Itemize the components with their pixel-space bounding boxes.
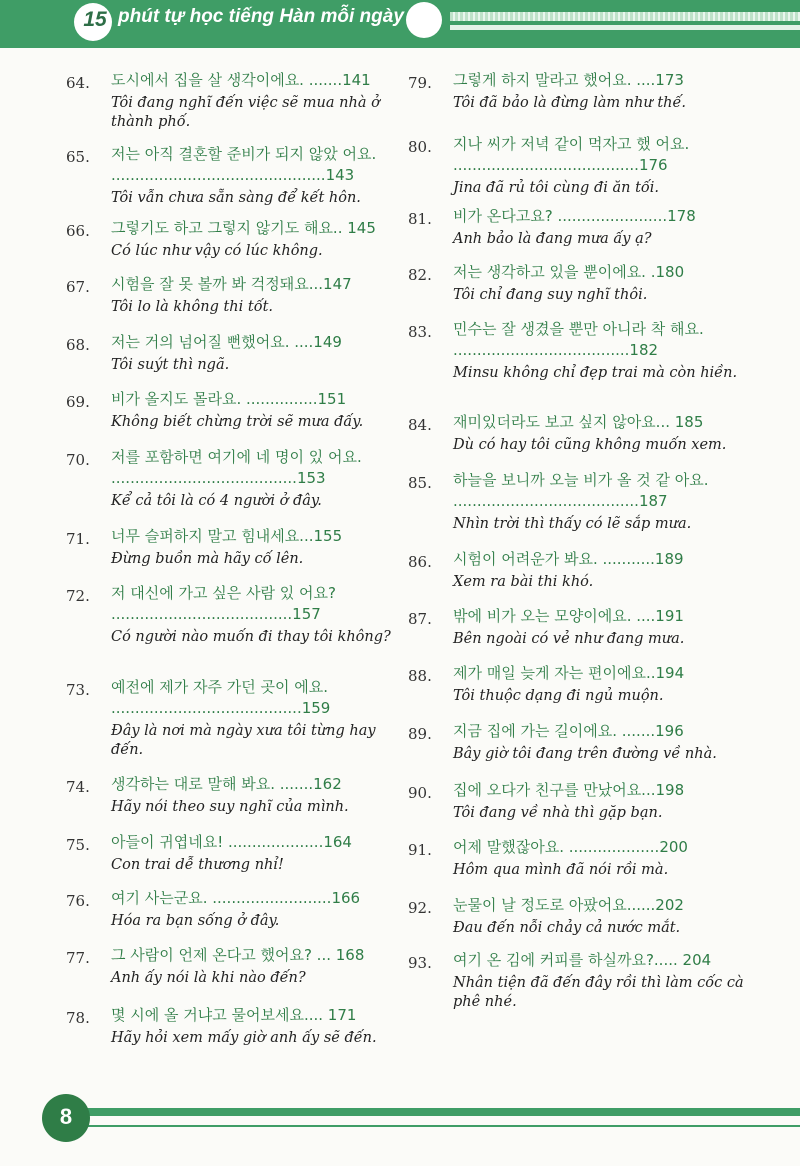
- vietnamese-translation: Jina đã rủ tôi cùng đi ăn tối.: [453, 180, 660, 196]
- vietnamese-translation: Đây là nơi mà ngày xưa tôi từng hay đến.: [111, 723, 376, 758]
- korean-sentence: 밖에 비가 오는 모양이에요. ....191: [453, 607, 684, 625]
- header-stripe-lower: [450, 25, 800, 30]
- vietnamese-translation: Tôi suýt thì ngã.: [111, 357, 230, 373]
- header-number: 15: [83, 8, 107, 31]
- item-number: 66.: [66, 222, 90, 240]
- korean-sentence: 비가 온다고요? .......................178: [453, 207, 696, 225]
- vietnamese-translation: Con trai dễ thương nhỉ!: [111, 857, 284, 873]
- korean-sentence: 눈물이 날 정도로 아팠어요......202: [453, 896, 684, 914]
- item-number: 83.: [408, 323, 432, 341]
- vietnamese-translation: Hãy hỏi xem mấy giờ anh ấy sẽ đến.: [111, 1030, 377, 1046]
- korean-sentence: 그렇기도 하고 그렇지 않기도 해요.. 145: [111, 219, 376, 237]
- vietnamese-translation: Minsu không chỉ đẹp trai mà còn hiền.: [453, 365, 738, 381]
- korean-sentence: 지금 집에 가는 길이에요. .......196: [453, 722, 684, 740]
- vietnamese-translation: Bên ngoài có vẻ như đang mưa.: [453, 631, 685, 647]
- korean-sentence: 저를 포함하면 여기에 네 명이 있 어요. .......................................153: [111, 448, 362, 487]
- korean-sentence: 비가 올지도 몰라요. ...............151: [111, 390, 347, 408]
- footer-line: [80, 1125, 800, 1127]
- korean-sentence: 시험을 잘 못 볼까 봐 걱정돼요...147: [111, 275, 352, 293]
- korean-sentence: 저는 생각하고 있을 뿐이에요. .180: [453, 263, 685, 281]
- item-number: 79.: [408, 74, 432, 92]
- korean-sentence: 아들이 귀엽네요! ....................164: [111, 833, 352, 851]
- item-number: 88.: [408, 667, 432, 685]
- page-number: 8: [59, 1104, 73, 1129]
- vietnamese-translation: Có người nào muốn đi thay tôi không?: [111, 629, 391, 645]
- item-number: 67.: [66, 278, 90, 296]
- vietnamese-translation: Hôm qua mình đã nói rồi mà.: [453, 862, 669, 878]
- korean-sentence: 저 대신에 가고 싶은 사람 있 어요? ......................................157: [111, 584, 336, 623]
- item-number: 76.: [66, 892, 90, 910]
- vietnamese-translation: Anh bảo là đang mưa ấy ạ?: [453, 231, 652, 247]
- item-number: 77.: [66, 949, 90, 967]
- korean-sentence: 시험이 어려운가 봐요. ...........189: [453, 550, 684, 568]
- item-number: 90.: [408, 784, 432, 802]
- item-number: 93.: [408, 954, 432, 972]
- vietnamese-translation: Tôi thuộc dạng đi ngủ muộn.: [453, 688, 664, 704]
- korean-sentence: 몇 시에 올 거냐고 물어보세요.... 171: [111, 1006, 357, 1024]
- item-number: 68.: [66, 336, 90, 354]
- item-number: 84.: [408, 416, 432, 434]
- item-number: 87.: [408, 610, 432, 628]
- item-number: 86.: [408, 553, 432, 571]
- vietnamese-translation: Không biết chừng trời sẽ mưa đấy.: [111, 414, 364, 430]
- item-number: 69.: [66, 393, 90, 411]
- item-number: 73.: [66, 681, 90, 699]
- vietnamese-translation: Nhân tiện đã đến đây rồi thì làm cốc cà phê nhé.: [453, 975, 744, 1010]
- item-number: 89.: [408, 725, 432, 743]
- item-number: 92.: [408, 899, 432, 917]
- header-title: phút tự học tiếng Hàn mỗi ngày: [118, 6, 404, 27]
- vietnamese-translation: Tôi lo là không thi tốt.: [111, 299, 274, 315]
- item-number: 85.: [408, 474, 432, 492]
- korean-sentence: 저는 거의 넘어질 뻔했어요. ....149: [111, 333, 342, 351]
- vietnamese-translation: Xem ra bài thi khó.: [453, 574, 594, 590]
- vietnamese-translation: Hóa ra bạn sống ở đây.: [111, 913, 280, 929]
- item-number: 75.: [66, 836, 90, 854]
- item-number: 81.: [408, 210, 432, 228]
- korean-sentence: 어제 말했잖아요. ...................200: [453, 838, 688, 856]
- footer-bar: [80, 1108, 800, 1116]
- item-number: 80.: [408, 138, 432, 156]
- item-number: 82.: [408, 266, 432, 284]
- korean-sentence: 너무 슬퍼하지 말고 힘내세요...155: [111, 527, 343, 545]
- item-number: 74.: [66, 778, 90, 796]
- item-number: 91.: [408, 841, 432, 859]
- korean-sentence: 재미있더라도 보고 싶지 않아요... 185: [453, 413, 704, 431]
- korean-sentence: 그렇게 하지 말라고 했어요. ....173: [453, 71, 684, 89]
- vietnamese-translation: Đau đến nỗi chảy cả nước mắt.: [453, 920, 681, 936]
- page-header: [0, 0, 800, 48]
- vietnamese-translation: Tôi đang nghĩ đến việc sẽ mua nhà ở thành phố.: [111, 95, 380, 130]
- korean-sentence: 지나 씨가 저녁 같이 먹자고 했 어요. .......................................176: [453, 135, 690, 174]
- vietnamese-translation: Có lúc như vậy có lúc không.: [111, 243, 323, 259]
- korean-sentence: 제가 매일 늦게 자는 편이에요..194: [453, 664, 685, 682]
- vietnamese-translation: Đừng buồn mà hãy cố lên.: [111, 551, 304, 567]
- korean-sentence: 예전에 제가 자주 가던 곳이 에요. ........................................159: [111, 678, 331, 717]
- header-stripe: [450, 12, 800, 21]
- vietnamese-translation: Nhìn trời thì thấy có lẽ sắp mưa.: [453, 516, 692, 532]
- vietnamese-translation: Tôi đang về nhà thì gặp bạn.: [453, 805, 663, 821]
- item-number: 65.: [66, 148, 90, 166]
- korean-sentence: 그 사람이 언제 온다고 했어요? ... 168: [111, 946, 365, 964]
- header-decor-circle: [406, 2, 442, 38]
- item-number: 78.: [66, 1009, 90, 1027]
- vietnamese-translation: Kể cả tôi là có 4 người ở đây.: [111, 493, 322, 509]
- korean-sentence: 하늘을 보니까 오늘 비가 올 것 같 아요. .......................................187: [453, 471, 709, 510]
- korean-sentence: 저는 아직 결혼할 준비가 되지 않았 어요. .............................................143: [111, 145, 377, 184]
- item-number: 64.: [66, 74, 90, 92]
- vietnamese-translation: Anh ấy nói là khi nào đến?: [111, 970, 306, 986]
- korean-sentence: 도시에서 집을 살 생각이에요. .......141: [111, 71, 371, 89]
- item-number: 70.: [66, 451, 90, 469]
- vietnamese-translation: Tôi vẫn chưa sẵn sàng để kết hôn.: [111, 190, 361, 206]
- vietnamese-translation: Hãy nói theo suy nghĩ của mình.: [111, 799, 349, 815]
- vietnamese-translation: Bây giờ tôi đang trên đường về nhà.: [453, 746, 717, 762]
- korean-sentence: 집에 오다가 친구를 만났어요...198: [453, 781, 685, 799]
- vietnamese-translation: Tôi đã bảo là đừng làm như thế.: [453, 95, 687, 111]
- korean-sentence: 여기 온 김에 커피를 하실까요?..... 204: [453, 951, 712, 969]
- korean-sentence: 여기 사는군요. .........................166: [111, 889, 361, 907]
- korean-sentence: 민수는 잘 생겼을 뿐만 아니라 착 해요. .....................................182: [453, 320, 704, 359]
- vietnamese-translation: Dù có hay tôi cũng không muốn xem.: [453, 437, 727, 453]
- vietnamese-translation: Tôi chỉ đang suy nghĩ thôi.: [453, 287, 648, 303]
- item-number: 72.: [66, 587, 90, 605]
- korean-sentence: 생각하는 대로 말해 봐요. .......162: [111, 775, 342, 793]
- item-number: 71.: [66, 530, 90, 548]
